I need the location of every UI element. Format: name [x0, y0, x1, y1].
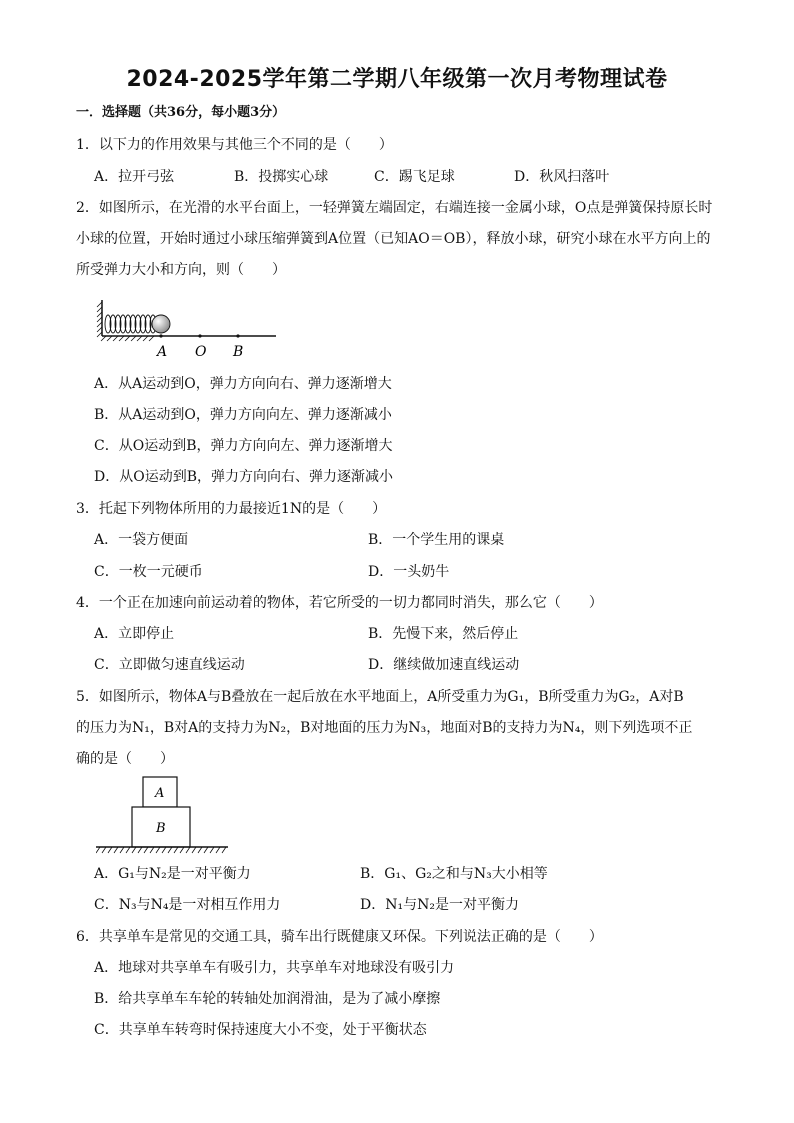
question-stem-line-3: 确的是（ ） — [76, 751, 174, 767]
question-stem-line-2: 的压力为N₁，B对A的支持力为N₂，B对地面的压力为N₃，地面对B的支持力为N₄，则下列选项不正 — [76, 720, 693, 736]
block-label-b: B — [156, 821, 166, 836]
option-a: A．地球对共享单车有吸引力，共享单车对地球没有吸引力 — [94, 960, 455, 976]
question-stem: 1．以下力的作用效果与其他三个不同的是（ ） — [76, 137, 393, 153]
point-label-a: A — [157, 344, 168, 360]
option-c: C．从O运动到B，弹力方向向左、弹力逐渐增大 — [94, 438, 393, 454]
option-d: D．秋风扫落叶 — [514, 169, 610, 185]
point-label-b: B — [233, 344, 244, 360]
option-c: C．N₃与N₄是一对相互作用力 — [94, 897, 281, 913]
option-c: C．一枚一元硬币 — [94, 564, 203, 580]
option-c: C．立即做匀速直线运动 — [94, 657, 245, 673]
question-stem-line-3: 所受弹力大小和方向，则（ ） — [76, 262, 286, 278]
question-stem-line-1: 2．如图所示，在光滑的水平台面上，一轻弹簧左端固定，右端连接一金属小球，O点是弹簧保持原长时 — [76, 200, 713, 216]
option-b: B．投掷实心球 — [234, 169, 329, 185]
question-stem-line-1: 5．如图所示，物体A与B叠放在一起后放在水平地面上，A所受重力为G₁，B所受重力为G₂，A对B — [76, 689, 684, 705]
option-a: A．立即停止 — [94, 626, 175, 642]
option-a: A．G₁与N₂是一对平衡力 — [94, 866, 251, 882]
exam-title: 2024-2025学年第二学期八年级第一次月考物理试卷 — [126, 67, 668, 92]
point-label-o: O — [195, 344, 207, 360]
stacked-blocks-figure — [96, 774, 231, 858]
option-c: C．踢飞足球 — [374, 169, 455, 185]
option-a: A．从A运动到O，弹力方向向右、弹力逐渐增大 — [94, 376, 392, 392]
metal-ball — [152, 315, 170, 333]
option-b: B．一个学生用的课桌 — [368, 532, 505, 548]
option-d: D．一头奶牛 — [368, 564, 450, 580]
block-label-a: A — [155, 786, 165, 801]
option-b: B．给共享单车车轮的转轴处加润滑油，是为了减小摩擦 — [94, 991, 441, 1007]
option-d: D．从O运动到B，弹力方向向右、弹力逐渐减小 — [94, 469, 393, 485]
question-stem: 6．共享单车是常见的交通工具，骑车出行既健康又环保。下列说法正确的是（ ） — [76, 929, 603, 945]
spring — [105, 315, 156, 333]
option-d: D．继续做加速直线运动 — [368, 657, 520, 673]
question-stem: 4．一个正在加速向前运动着的物体，若它所受的一切力都同时消失，那么它（ ） — [76, 595, 603, 611]
spring-ball-figure — [96, 296, 286, 366]
question-stem: 3．托起下列物体所用的力最接近1N的是（ ） — [76, 501, 387, 517]
section-heading: 一．选择题（共36分，每小题3分） — [76, 105, 286, 120]
option-b: B．先慢下来，然后停止 — [368, 626, 519, 642]
option-a: A．拉开弓弦 — [94, 169, 175, 185]
option-d: D．N₁与N₂是一对平衡力 — [360, 897, 519, 913]
option-a: A．一袋方便面 — [94, 532, 189, 548]
question-stem-line-2: 小球的位置，开始时通过小球压缩弹簧到A位置（已知AO＝OB），释放小球，研究小球在水平方向上的 — [76, 231, 711, 247]
option-b: B．G₁、G₂之和与N₃大小相等 — [360, 866, 548, 882]
option-c: C．共享单车转弯时保持速度大小不变，处于平衡状态 — [94, 1022, 427, 1038]
option-b: B．从A运动到O，弹力方向向左、弹力逐渐减小 — [94, 407, 392, 423]
